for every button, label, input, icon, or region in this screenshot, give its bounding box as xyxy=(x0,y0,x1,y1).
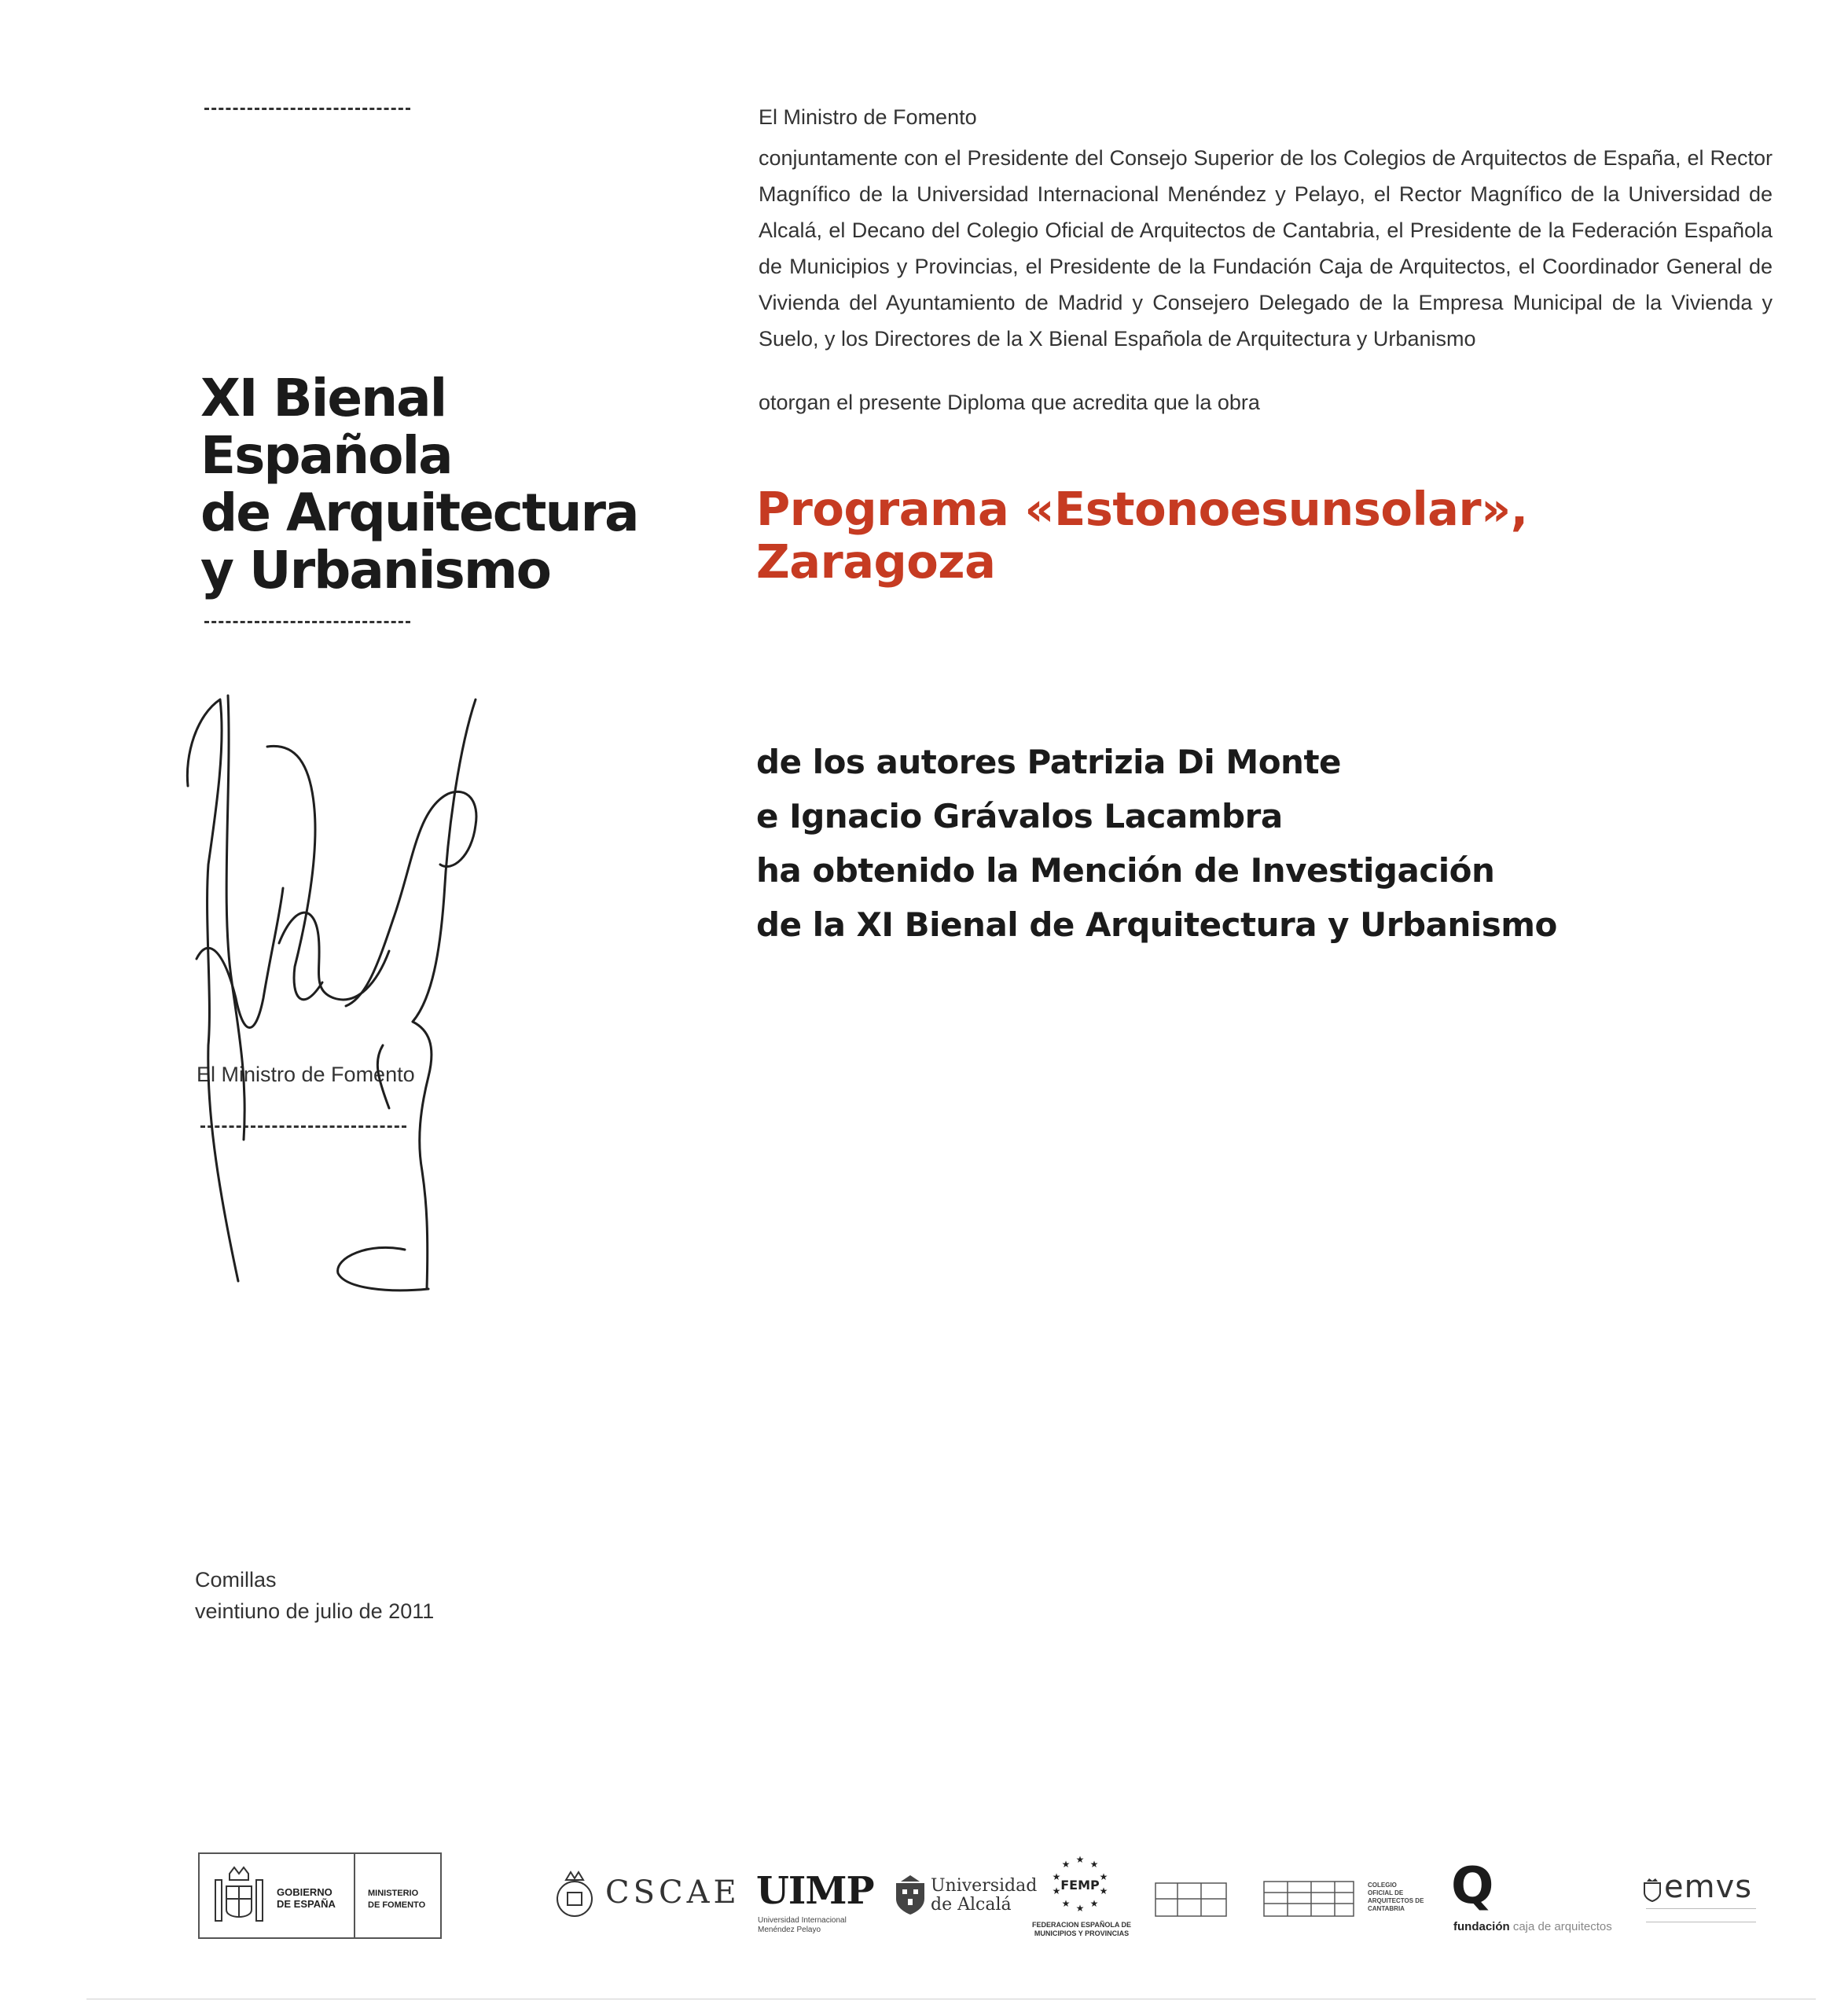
ministerio-label-line: DE FOMENTO xyxy=(368,1900,426,1910)
biennial-title-line: XI Bienal xyxy=(200,368,446,428)
work-title-line: Programa «Estonoesunsolar», xyxy=(756,482,1528,536)
femp-logo-text: FEMP xyxy=(1060,1878,1100,1893)
gobierno-label xyxy=(277,1886,336,1910)
issue-date: veintiuno de julio de 2011 xyxy=(195,1599,435,1623)
ministerio-label-line: MINISTERIO xyxy=(368,1889,419,1898)
place-name: Comillas xyxy=(195,1568,277,1592)
coac-building-icon xyxy=(1154,1880,1355,1919)
award-line: ha obtenido la Mención de Investigación xyxy=(756,851,1495,890)
emvs-logo-text: emvs xyxy=(1664,1869,1753,1905)
caja-de-arquitectos-label: caja de arquitectos xyxy=(1512,1920,1612,1933)
biennial-title-line: de Arquitectura xyxy=(200,483,638,543)
preamble-heading: El Ministro de Fomento xyxy=(759,105,977,129)
svg-text:★: ★ xyxy=(1089,1859,1099,1870)
svg-text:★: ★ xyxy=(1099,1885,1108,1896)
uimp-logo-text: UIMP xyxy=(756,1869,874,1913)
coac-label-line: COLEGIO xyxy=(1368,1882,1397,1889)
award-statement xyxy=(756,735,1739,952)
fundacion-label: fundación xyxy=(1453,1920,1510,1933)
gobierno-label-line: GOBIERNO xyxy=(277,1886,332,1898)
dashed-rule-title xyxy=(204,621,410,623)
signer-caption: El Ministro de Fomento xyxy=(197,1063,415,1086)
svg-text:★: ★ xyxy=(1061,1859,1071,1870)
ministerio-label xyxy=(368,1888,425,1911)
svg-text:★: ★ xyxy=(1075,1855,1085,1865)
logo-divider xyxy=(354,1852,355,1939)
svg-text:★: ★ xyxy=(1061,1898,1071,1909)
madrid-crest-icon xyxy=(1643,1878,1662,1902)
coac-label-line: ARQUITECTOS DE xyxy=(1368,1897,1424,1904)
cscae-emblem-icon xyxy=(550,1869,599,1921)
svg-text:★: ★ xyxy=(1089,1898,1099,1909)
spain-coat-of-arms-icon xyxy=(211,1863,267,1929)
fundacion-logo-text xyxy=(1453,1920,1612,1933)
svg-text:★: ★ xyxy=(1075,1903,1085,1914)
alcala-logo-text xyxy=(931,1877,1037,1915)
work-title xyxy=(756,483,1778,588)
alcala-logo-line: de Alcalá xyxy=(931,1895,1012,1915)
coac-label-line: CANTABRIA xyxy=(1368,1905,1405,1912)
grant-statement: otorgan el presente Diploma que acredita que la obra xyxy=(759,391,1260,414)
uimp-subtitle xyxy=(758,1916,847,1935)
award-line: e Ignacio Grávalos Lacambra xyxy=(756,797,1283,835)
work-title-line: Zaragoza xyxy=(756,534,996,589)
femp-stars-icon xyxy=(1050,1855,1110,1915)
coac-label xyxy=(1368,1882,1424,1913)
biennial-title-line: y Urbanismo xyxy=(200,540,550,600)
handwritten-signature xyxy=(177,668,554,1297)
svg-text:★: ★ xyxy=(1052,1885,1061,1896)
award-line: de los autores Patrizia Di Monte xyxy=(756,743,1342,781)
award-line: de la XI Bienal de Arquitectura y Urbanismo xyxy=(756,905,1557,944)
alcala-shield-icon xyxy=(893,1875,928,1916)
biennial-title-line: Española xyxy=(200,425,452,486)
svg-text:★: ★ xyxy=(1099,1871,1108,1882)
fundacion-q-icon: Q xyxy=(1451,1857,1494,1915)
gobierno-label-line: DE ESPAÑA xyxy=(277,1898,336,1910)
biennial-title xyxy=(200,369,641,599)
preamble-body: conjuntamente con el Presidente del Consejo Superior de los Colegios de Arquitectos de España, el Rector Magnífico de la Universidad Internacional Menéndez y Pelayo, el Rector Magnífico de la Universidad de Alcalá, el Decano del Colegio Oficial de Arquitectos de Cantabria, el Presidente de la Federación Española de Municipios y Provincias, el Presidente de la Fundación Caja de Arquitectos, el Coordinador General de Vivienda del Ayuntamiento de Madrid y Consejero Delegado de la Empresa Municipal de la Vivienda y Suelo, y los Directores de la X Bienal Española de Arquitectura y Urbanismo xyxy=(759,146,1773,351)
uimp-subtitle-line: Universidad Internacional xyxy=(758,1916,847,1925)
cscae-logo-text: CSCAE xyxy=(605,1874,740,1911)
alcala-logo-line: Universidad xyxy=(931,1876,1038,1896)
femp-subtitle-line: MUNICIPIOS Y PROVINCIAS xyxy=(1034,1929,1130,1937)
coac-label-line: OFICIAL DE xyxy=(1368,1889,1404,1896)
uimp-subtitle-line: Menéndez Pelayo xyxy=(758,1926,821,1934)
femp-subtitle-line: FEDERACION ESPAÑOLA DE xyxy=(1031,1921,1131,1929)
emvs-fine-print xyxy=(1646,1908,1756,1922)
place-date xyxy=(195,1564,434,1627)
svg-text:★: ★ xyxy=(1052,1871,1061,1882)
dashed-rule-top xyxy=(204,108,410,110)
femp-subtitle xyxy=(1027,1921,1137,1938)
